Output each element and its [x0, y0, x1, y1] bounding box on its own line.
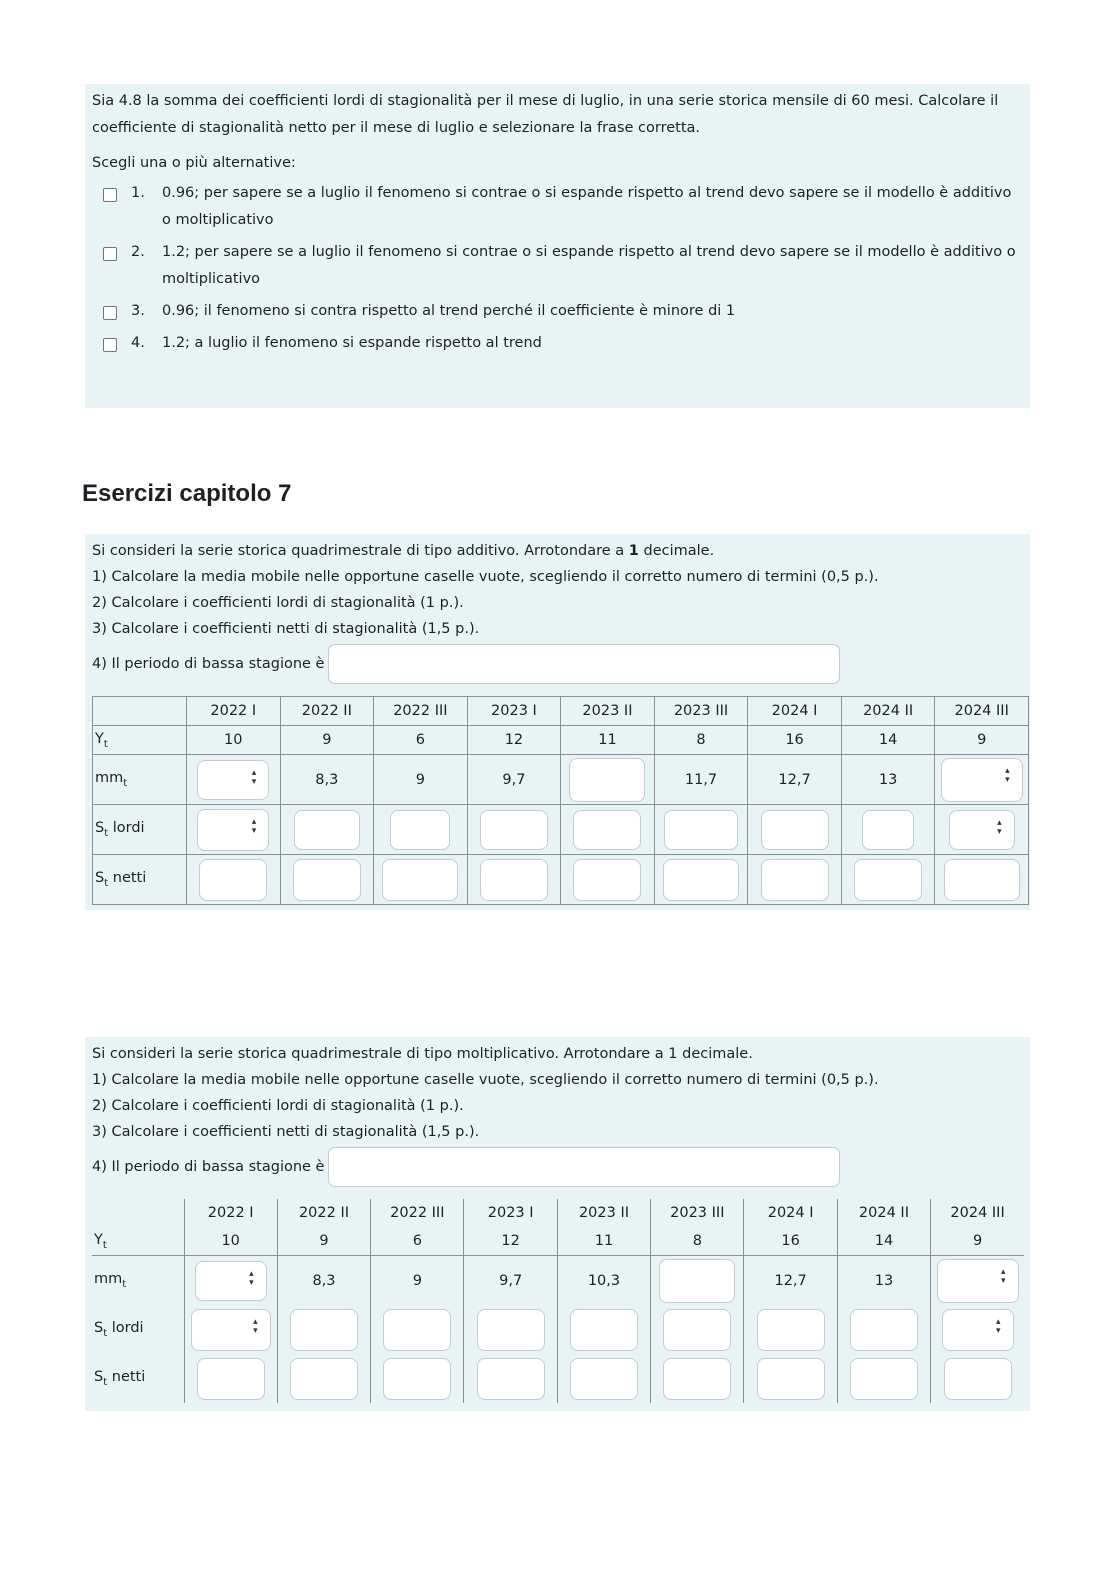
subscript: t	[104, 827, 109, 839]
y-value: 12	[464, 1227, 557, 1256]
corner-cell	[92, 1199, 184, 1227]
period-header: 2024 III	[950, 1205, 1005, 1221]
mm-cell	[931, 1256, 1024, 1306]
period-header: 2022 II	[280, 697, 374, 726]
option-number: 3.	[131, 303, 145, 319]
question-box	[85, 84, 1030, 408]
netti-input[interactable]	[477, 1358, 545, 1400]
netti-input[interactable]	[573, 859, 641, 901]
lordi-cell	[184, 1305, 277, 1354]
step-1: 1) Calcolare la media mobile nelle opportune caselle vuote, scegliendo il corretto numero di termini (0,5 p.).	[92, 1072, 879, 1088]
netti-input[interactable]	[570, 1358, 638, 1400]
netti-cell	[931, 1354, 1024, 1403]
netti-cell	[184, 1354, 277, 1403]
y-value: 9	[935, 726, 1029, 755]
header-row	[93, 697, 1029, 726]
mm-value: 9	[371, 1256, 464, 1306]
step-2: 2) Calcolare i coefficienti lordi di stagionalità (1 p.).	[92, 1098, 464, 1114]
lordi-input[interactable]	[664, 810, 738, 850]
period-header: 2024 II	[837, 1199, 930, 1227]
y-value: 8	[654, 726, 748, 755]
period-header: 2022 I	[187, 697, 281, 726]
lordi-cell	[841, 805, 935, 855]
netti-cell	[935, 855, 1029, 905]
netti-cell	[841, 855, 935, 905]
lordi-input[interactable]	[757, 1309, 825, 1351]
lordi-label	[92, 1305, 184, 1354]
netti-label-text: S	[94, 1369, 104, 1386]
period-header: 2022 III	[374, 697, 468, 726]
option-text: 0.96; per sapere se a luglio il fenomeno si contrae o si espande rispetto al trend devo sapere se il modello è additivo o moltiplicativo	[162, 185, 1012, 228]
lordi-input[interactable]	[862, 810, 914, 850]
lordi-select[interactable]	[949, 810, 1015, 850]
period-header: 2023 III	[651, 1199, 744, 1227]
option-checkbox[interactable]	[103, 306, 117, 320]
mm-value: 10,3	[557, 1256, 650, 1306]
y-value: 16	[744, 1227, 837, 1256]
subscript: t	[123, 777, 128, 789]
step-4: 4) Il periodo di bassa stagione è	[92, 1159, 325, 1175]
mm-input[interactable]	[569, 758, 645, 802]
y-value: 12	[467, 726, 561, 755]
intro-text-end: decimale.	[638, 543, 715, 559]
option-number: 4.	[131, 335, 145, 351]
lordi-cell	[374, 805, 468, 855]
y-label-text: Y	[94, 1231, 103, 1248]
exercise-multiplicative	[85, 1037, 1030, 1411]
mm-value: 12,7	[748, 755, 842, 805]
period-header: 2023 I	[464, 1199, 557, 1227]
netti-label-suffix: netti	[108, 870, 147, 887]
lordi-cell	[467, 805, 561, 855]
y-value: 6	[371, 1227, 464, 1256]
answer-option[interactable]	[92, 298, 1024, 325]
y-label	[93, 726, 187, 755]
lordi-input[interactable]	[761, 810, 829, 850]
lordi-label-text: S	[94, 1320, 104, 1337]
answer-option[interactable]	[92, 330, 1024, 357]
lordi-cell	[651, 1305, 744, 1354]
mm-row	[93, 755, 1029, 805]
netti-input[interactable]	[663, 859, 739, 901]
period-header: 2022 I	[184, 1199, 277, 1227]
netti-input[interactable]	[944, 1358, 1012, 1400]
netti-cell	[837, 1354, 930, 1403]
netti-input[interactable]	[761, 859, 829, 901]
netti-cell	[371, 1354, 464, 1403]
section-title: Esercizi capitolo 7	[82, 480, 292, 507]
lordi-input[interactable]	[390, 810, 450, 850]
netti-cell	[187, 855, 281, 905]
mm-select[interactable]	[195, 1261, 267, 1301]
lordi-cell	[837, 1305, 930, 1354]
lordi-cell	[187, 805, 281, 855]
mm-select[interactable]	[197, 760, 269, 800]
option-checkbox[interactable]	[103, 247, 117, 261]
period-header: 2024 II	[841, 697, 935, 726]
y-row	[92, 1227, 1024, 1256]
lordi-input[interactable]	[570, 1309, 638, 1351]
netti-input[interactable]	[290, 1358, 358, 1400]
netti-cell	[748, 855, 842, 905]
y-value: 11	[557, 1227, 650, 1256]
option-number: 1.	[131, 185, 145, 201]
y-value: 9	[931, 1227, 1024, 1256]
y-value: 16	[748, 726, 842, 755]
series-table	[92, 1199, 1024, 1403]
netti-input[interactable]	[199, 859, 267, 901]
low-season-input[interactable]	[328, 644, 840, 684]
netti-input[interactable]	[293, 859, 361, 901]
period-header: 2023 I	[467, 697, 561, 726]
mm-value: 13	[837, 1256, 930, 1306]
lordi-select[interactable]	[942, 1309, 1014, 1351]
exercise-additive	[85, 534, 1030, 910]
step-3: 3) Calcolare i coefficienti netti di stagionalità (1,5 p.).	[92, 1124, 480, 1140]
low-season-row	[92, 644, 1024, 684]
question-text: Sia 4.8 la somma dei coefficienti lordi di stagionalità per il mese di luglio, in una serie storica mensile di 60 mesi. Calcolare il coefficiente di stagionalità netto per il mese di luglio e selezionare la frase corretta.	[92, 93, 999, 136]
netti-input[interactable]	[850, 1358, 918, 1400]
mm-label-text: mm	[95, 770, 124, 787]
netti-input[interactable]	[944, 859, 1020, 901]
mm-label-text: mm	[94, 1271, 123, 1288]
mm-value: 13	[841, 755, 935, 805]
period-header: 2023 II	[557, 1199, 650, 1227]
netti-label	[93, 855, 187, 905]
netti-input[interactable]	[383, 1358, 451, 1400]
netti-cell	[467, 855, 561, 905]
netti-label	[92, 1354, 184, 1403]
step-3: 3) Calcolare i coefficienti netti di stagionalità (1,5 p.).	[92, 621, 480, 637]
mm-select[interactable]	[937, 1259, 1019, 1303]
mm-row	[92, 1256, 1024, 1306]
lordi-cell	[464, 1305, 557, 1354]
y-value: 11	[561, 726, 655, 755]
mm-value: 9	[374, 755, 468, 805]
lordi-label-suffix: lordi	[108, 820, 145, 837]
mm-value: 11,7	[654, 755, 748, 805]
mm-label	[93, 755, 187, 805]
lordi-row	[93, 805, 1029, 855]
lordi-cell	[748, 805, 842, 855]
header-row	[92, 1199, 1024, 1227]
period-header: 2022 II	[277, 1199, 370, 1227]
netti-input[interactable]	[663, 1358, 731, 1400]
mm-value: 9,7	[467, 755, 561, 805]
lordi-cell	[277, 1305, 370, 1354]
step-2: 2) Calcolare i coefficienti lordi di stagionalità (1 p.).	[92, 595, 464, 611]
lordi-cell	[561, 805, 655, 855]
mm-value: 8,3	[280, 755, 374, 805]
y-label	[92, 1227, 184, 1256]
mm-value: 9,7	[464, 1256, 557, 1306]
y-value: 10	[184, 1227, 277, 1256]
lordi-cell	[371, 1305, 464, 1354]
y-label-text: Y	[95, 730, 104, 747]
answer-option[interactable]	[92, 180, 1024, 234]
mm-cell	[187, 755, 281, 805]
netti-cell	[464, 1354, 557, 1403]
lordi-input[interactable]	[290, 1309, 358, 1351]
subscript: t	[103, 1327, 108, 1339]
answer-option[interactable]	[92, 239, 1024, 293]
netti-input[interactable]	[382, 859, 458, 901]
y-value: 14	[841, 726, 935, 755]
lordi-label-text: S	[95, 820, 105, 837]
mm-value: 12,7	[744, 1256, 837, 1306]
netti-input[interactable]	[197, 1358, 265, 1400]
lordi-cell	[654, 805, 748, 855]
mm-cell	[561, 755, 655, 805]
exercise-intro	[92, 538, 1024, 564]
lordi-input[interactable]	[480, 810, 548, 850]
period-header: 2023 III	[654, 697, 748, 726]
period-header: 2024 I	[748, 697, 842, 726]
step-4: 4) Il periodo di bassa stagione è	[92, 656, 325, 672]
netti-input[interactable]	[480, 859, 548, 901]
period-header: 2024 III	[935, 697, 1029, 726]
netti-label-suffix: netti	[107, 1369, 146, 1386]
series-table	[92, 696, 1029, 905]
lordi-cell	[557, 1305, 650, 1354]
mm-cell	[184, 1256, 277, 1306]
option-text: 1.2; per sapere se a luglio il fenomeno si contrae o si espande rispetto al trend devo sapere se il modello è additivo o moltiplicativo	[162, 244, 1016, 287]
lordi-cell	[931, 1305, 1024, 1354]
corner-cell	[93, 697, 187, 726]
mm-cell	[651, 1256, 744, 1306]
y-value: 9	[280, 726, 374, 755]
lordi-label-suffix: lordi	[107, 1320, 144, 1337]
lordi-input[interactable]	[850, 1309, 918, 1351]
netti-cell	[277, 1354, 370, 1403]
netti-row	[92, 1354, 1024, 1403]
lordi-input[interactable]	[573, 810, 641, 850]
intro-text: Si consideri la serie storica quadrimestrale di tipo additivo. Arrotondare a	[92, 543, 629, 559]
netti-cell	[374, 855, 468, 905]
subscript: t	[103, 1376, 108, 1388]
netti-cell	[744, 1354, 837, 1403]
subscript: t	[103, 738, 108, 750]
low-season-input[interactable]	[328, 1147, 840, 1187]
step-1: 1) Calcolare la media mobile nelle opportune caselle vuote, scegliendo il corretto numero di termini (0,5 p.).	[92, 569, 879, 585]
period-header: 2022 III	[371, 1199, 464, 1227]
lordi-cell	[935, 805, 1029, 855]
netti-cell	[280, 855, 374, 905]
lordi-label	[93, 805, 187, 855]
mm-label	[92, 1256, 184, 1306]
lordi-input[interactable]	[477, 1309, 545, 1351]
lordi-input[interactable]	[663, 1309, 731, 1351]
y-value: 10	[187, 726, 281, 755]
mm-cell	[935, 755, 1029, 805]
option-checkbox[interactable]	[103, 188, 117, 202]
lordi-input[interactable]	[383, 1309, 451, 1351]
y-value: 14	[837, 1227, 930, 1256]
lordi-row	[92, 1305, 1024, 1354]
option-number: 2.	[131, 244, 145, 260]
netti-label-text: S	[95, 870, 105, 887]
period-header: 2024 I	[744, 1199, 837, 1227]
netti-row	[93, 855, 1029, 905]
netti-input[interactable]	[757, 1358, 825, 1400]
netti-cell	[651, 1354, 744, 1403]
option-checkbox[interactable]	[103, 338, 117, 352]
option-text: 0.96; il fenomeno si contra rispetto al trend perché il coefficiente è minore di 1	[162, 303, 736, 319]
lordi-select[interactable]	[197, 809, 269, 851]
mm-value: 8,3	[277, 1256, 370, 1306]
period-header: 2023 II	[561, 697, 655, 726]
lordi-cell	[744, 1305, 837, 1354]
y-value: 6	[374, 726, 468, 755]
choose-prompt: Scegli una o più alternative:	[92, 155, 296, 171]
mm-input[interactable]	[659, 1259, 735, 1303]
subscript: t	[102, 1239, 107, 1251]
mm-select[interactable]	[941, 758, 1023, 802]
subscript: t	[122, 1278, 127, 1290]
lordi-cell	[280, 805, 374, 855]
netti-cell	[557, 1354, 650, 1403]
lordi-input[interactable]	[294, 810, 360, 850]
lordi-select[interactable]	[191, 1309, 271, 1351]
netti-cell	[561, 855, 655, 905]
y-value: 8	[651, 1227, 744, 1256]
exercise-intro: Si consideri la serie storica quadrimestrale di tipo moltiplicativo. Arrotondare a 1 decimale.	[92, 1046, 753, 1062]
y-row	[93, 726, 1029, 755]
subscript: t	[104, 877, 109, 889]
y-value: 9	[277, 1227, 370, 1256]
netti-cell	[654, 855, 748, 905]
low-season-row	[92, 1147, 1024, 1187]
option-text: 1.2; a luglio il fenomeno si espande rispetto al trend	[162, 335, 542, 351]
intro-bold: 1	[628, 543, 639, 559]
netti-input[interactable]	[854, 859, 922, 901]
